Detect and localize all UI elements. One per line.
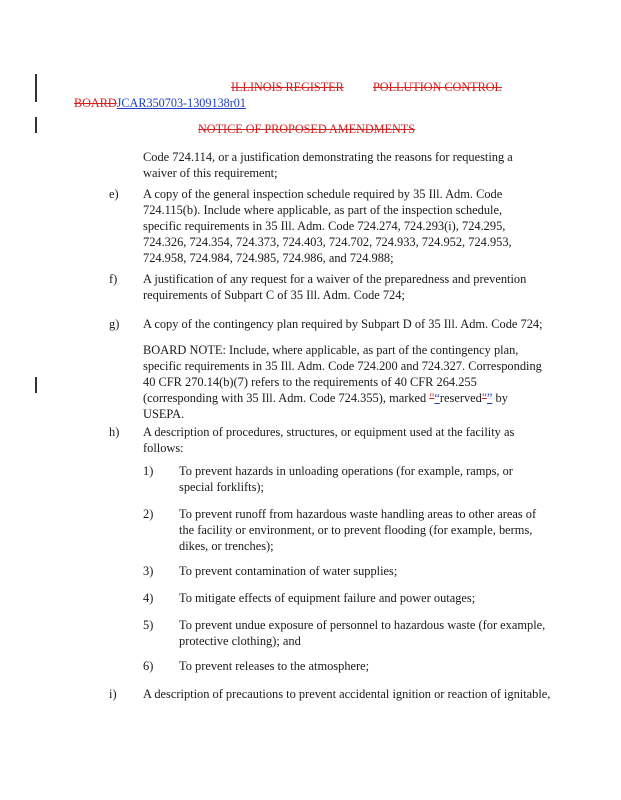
subitem-text: To prevent undue exposure of personnel to hazardous waste (for example, protective clothing); and: [179, 618, 546, 648]
item-label: h): [109, 425, 120, 439]
item-label: g): [109, 317, 120, 331]
subitem-label: 2): [143, 507, 154, 521]
subitem-text: To mitigate effects of equipment failure and power outages;: [179, 591, 476, 605]
agency-board-struck: BOARD: [74, 96, 117, 110]
item-label: f): [109, 272, 118, 286]
item-label: i): [109, 687, 117, 701]
quote-close-struck: ": [481, 391, 487, 405]
item-text: A justification of any request for a waiver of the preparedness and prevention requirements of Subpart C of 35 Ill. Adm. Code 724;: [143, 272, 527, 302]
notice-title-struck: NOTICE OF PROPOSED AMENDMENTS: [198, 122, 416, 136]
item-text: A copy of the general inspection schedule required by 35 Ill. Adm. Code 724.115(b). Include where applicable, as part of the inspection schedule, specific requirements in 35 Ill. Adm. Code 724.274, 724.293(i), 724.295, 724.326, 724.354, 724.373, 724.403, 724.702, 724.933, 724.952, 724.953, 724.958, 724.984, 724.985, 724.986, and 724.988;: [143, 187, 512, 265]
board-note-text: BOARD NOTE: Include, where applicable, as part of the contingency plan, specific requirements in 35 Ill. Adm. Code 724.200 and 724.327. Corresponding 40 CFR 270.14(b)(7) refers to the requirements of 40 CFR 264.255 (corresponding with 35 Ill. Adm. Code 724.355), marked: [143, 343, 542, 405]
subitem-text: To prevent contamination of water supplies;: [179, 564, 398, 578]
subitem-label: 6): [143, 659, 154, 673]
reserved-word: reserved: [439, 391, 482, 405]
board-note-tail: by USEPA.: [143, 391, 508, 421]
change-bar: [35, 377, 37, 393]
change-bar: [35, 117, 37, 133]
item-text: A description of procedures, structures, or equipment used at the facility as follows:: [143, 425, 515, 455]
subitem-label: 4): [143, 591, 154, 605]
quote-open-inserted: “: [434, 391, 440, 405]
subitem-text: To prevent runoff from hazardous waste handling areas to other areas of the facility or environment, or to prevent flooding (for example, berms, dikes, or trenches);: [179, 507, 537, 553]
continuation-paragraph: Code 724.114, or a justification demonstrating the reasons for requesting a waiver of this requirement;: [143, 150, 513, 180]
item-label: e): [109, 187, 119, 201]
item-text: A copy of the contingency plan required by Subpart D of 35 Ill. Adm. Code 724;: [143, 317, 543, 331]
register-title-struck: ILLINOIS REGISTER: [231, 80, 344, 94]
jcar-code-inserted: JCAR350703-1309138r01: [116, 96, 246, 110]
subitem-label: 5): [143, 618, 154, 632]
quote-open-struck: ": [429, 391, 435, 405]
subitem-label: 3): [143, 564, 154, 578]
quote-close-inserted: ”: [486, 391, 493, 405]
subitem-label: 1): [143, 464, 154, 478]
agency-title-struck: POLLUTION CONTROL: [373, 80, 502, 94]
header-line-2: [74, 95, 246, 111]
board-note: [143, 342, 543, 422]
change-bar: [35, 74, 37, 102]
subitem-text: To prevent hazards in unloading operations (for example, ramps, or special forklifts);: [179, 464, 513, 494]
subitem-text: To prevent releases to the atmosphere;: [179, 659, 370, 673]
item-text: A description of precautions to prevent accidental ignition or reaction of ignitable,: [143, 687, 551, 701]
